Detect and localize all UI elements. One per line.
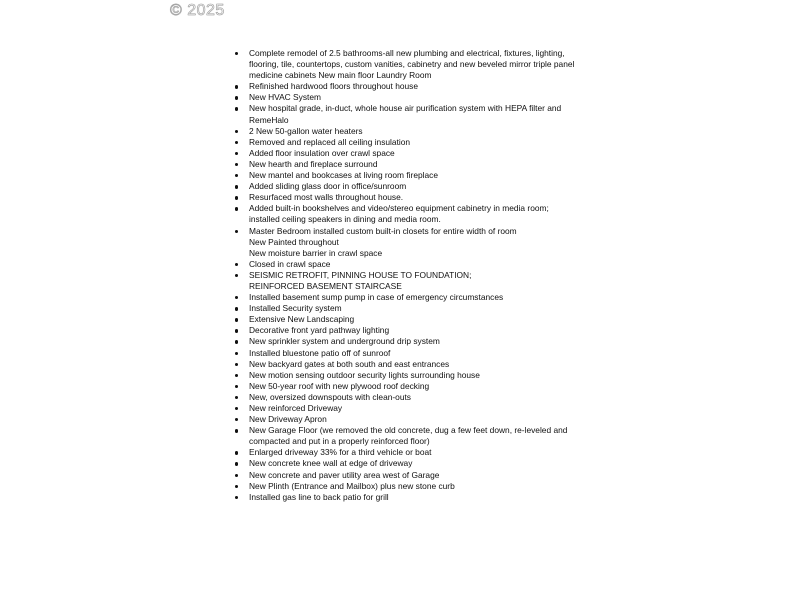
list-item: Refinished hardwood floors throughout house (232, 81, 592, 92)
copyright-watermark: © 2025 (170, 2, 225, 19)
list-item: Installed bluestone patio off of sunroof (232, 348, 592, 359)
list-item: New, oversized downspouts with clean-outs (232, 392, 592, 403)
list-item: New hospital grade, in-duct, whole house air purification system with HEPA filter and RemeHalo (232, 103, 592, 125)
list-item: New backyard gates at both south and east entrances (232, 359, 592, 370)
list-item: New concrete knee wall at edge of driveway (232, 458, 592, 469)
list-item: Added built-in bookshelves and video/stereo equipment cabinetry in media room; installed ceiling speakers in dining and media room. (232, 203, 592, 225)
list-item: New concrete and paver utility area west of Garage (232, 470, 592, 481)
list-item: New sprinkler system and underground drip system (232, 336, 592, 347)
list-item: Resurfaced most walls throughout house. (232, 192, 592, 203)
list-item: Added sliding glass door in office/sunroom (232, 181, 592, 192)
list-item: New motion sensing outdoor security lights surrounding house (232, 370, 592, 381)
list-item: Installed gas line to back patio for grill (232, 492, 592, 503)
list-item: Enlarged driveway 33% for a third vehicle or boat (232, 447, 592, 458)
list-item: New 50-year roof with new plywood roof decking (232, 381, 592, 392)
list-item: 2 New 50-gallon water heaters (232, 126, 592, 137)
list-item: New hearth and fireplace surround (232, 159, 592, 170)
list-item: Removed and replaced all ceiling insulation (232, 137, 592, 148)
list-item: Decorative front yard pathway lighting (232, 325, 592, 336)
list-item: New Driveway Apron (232, 414, 592, 425)
list-item: New HVAC System (232, 92, 592, 103)
list-item: New mantel and bookcases at living room fireplace (232, 170, 592, 181)
list-item: New Plinth (Entrance and Mailbox) plus new stone curb (232, 481, 592, 492)
improvements-list (232, 48, 592, 503)
list-item: Closed in crawl space (232, 259, 592, 270)
list-item: Master Bedroom installed custom built-in closets for entire width of room New Painted throughout New moisture barrier in crawl space (232, 226, 592, 259)
list-item: Added floor insulation over crawl space (232, 148, 592, 159)
list-item: New Garage Floor (we removed the old concrete, dug a few feet down, re-leveled and compacted and put in a properly reinforced floor) (232, 425, 592, 447)
list-item: SEISMIC RETROFIT, PINNING HOUSE TO FOUNDATION; REINFORCED BASEMENT STAIRCASE (232, 270, 592, 292)
list-item: Complete remodel of 2.5 bathrooms-all new plumbing and electrical, fixtures, lighting, flooring, tile, countertops, custom vanities, cabinetry and new beveled mirror triple panel medicine cabinets New main floor Laundry Room (232, 48, 592, 81)
list-item: Extensive New Landscaping (232, 314, 592, 325)
list-item: Installed basement sump pump in case of emergency circumstances (232, 292, 592, 303)
list-item: Installed Security system (232, 303, 592, 314)
list-item: New reinforced Driveway (232, 403, 592, 414)
